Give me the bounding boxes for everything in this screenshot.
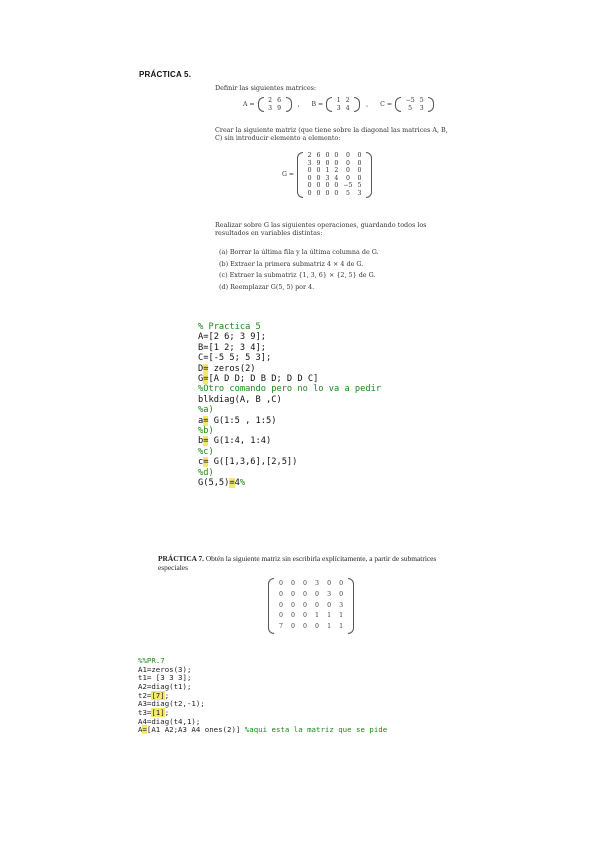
matrix-cell: 0: [316, 189, 321, 197]
matrix-cell: 5: [408, 104, 413, 112]
code-comment: % Practica 5: [198, 322, 261, 332]
op-item: (d) Reemplazar G(5, 5) por 4.: [219, 282, 315, 291]
matrix-cell: 7: [279, 623, 284, 631]
separator: ,: [297, 100, 300, 109]
matrix-cell: 3: [357, 189, 362, 197]
matrix-practica7-table: [274, 578, 348, 634]
matrix-cell: 1: [325, 167, 330, 175]
code-line: t3=[1];: [138, 707, 170, 717]
practica7-title-text: Obtén la siguiente matriz sin escribirla explícitamente, a partir de submatrices especiales: [158, 554, 437, 572]
highlighted-token: [7]: [151, 690, 165, 700]
code-comment: %c): [198, 446, 214, 457]
matrix-cell: 0: [339, 590, 344, 598]
code-line: [198, 426, 381, 436]
matrix-cell: 0: [327, 601, 332, 609]
practica5-intro: Definir las siguientes matrices:: [215, 84, 317, 92]
matrix-cell: 0: [316, 167, 321, 175]
matrix-cell: 1: [327, 623, 332, 631]
matrix-cell: 0: [291, 612, 296, 620]
matrix-cell: 0: [357, 167, 362, 175]
matrix-row: [266, 105, 284, 113]
matrix-cell: 1: [315, 612, 320, 620]
matrix-row: [334, 105, 352, 113]
matrix-cell: 3: [307, 159, 312, 167]
code-block-practica7: [138, 657, 387, 735]
code-line: [198, 322, 381, 332]
code-line: G=[A D D; D B D; D D C]: [198, 374, 319, 385]
matrix-cell: 0: [345, 152, 350, 159]
matrix-cell: 0: [291, 601, 296, 609]
matrix-cell: 0: [334, 182, 339, 190]
code-line: A=[A1 A2;A3 A4 ones(2)] %aqui esta la matriz que se pide: [138, 725, 388, 735]
matrix-cell: 3: [339, 601, 344, 609]
matrix-row: [305, 190, 364, 198]
matrix-cell: 1: [339, 612, 344, 620]
matrix-cell: 0: [334, 189, 339, 197]
matrix-row: [276, 623, 346, 632]
matrix-c-table: [403, 97, 426, 112]
matrix-a-name: A =: [243, 101, 255, 109]
op-item: (b) Extraer la primera submatriz 4 × 4 de G.: [219, 259, 364, 268]
separator: ,: [366, 100, 369, 109]
practica5-create-text: Crear la siguiente matriz (que tiene sobre la diagonal las matrices A, B, C) sin introducir elemento a elemento:: [215, 126, 448, 143]
matrix-cell: 1: [327, 612, 332, 620]
practica5-title: PRÁCTICA 5.: [139, 70, 192, 79]
code-comment: %Otro comando pero no lo va a pedir: [198, 384, 382, 395]
matrix-cell: 0: [345, 159, 350, 167]
matrix-cell: 0: [315, 623, 320, 631]
matrix-cell: −5: [343, 182, 353, 190]
matrix-cell: 0: [303, 590, 308, 598]
matrix-b: [312, 97, 361, 112]
matrix-row: [276, 580, 346, 589]
code-line: [198, 447, 381, 457]
matrix-cell: 3: [419, 104, 424, 112]
matrix-row: [276, 612, 346, 621]
matrix-cell: 3: [268, 104, 273, 112]
matrix-c-name: C =: [380, 101, 393, 109]
code-comment: %d): [198, 467, 214, 478]
matrix-cell: 0: [307, 167, 312, 175]
matrix-g: [282, 152, 372, 198]
matrix-cell: 4: [334, 174, 339, 182]
matrix-cell: 0: [303, 623, 308, 631]
matrix-cell: 0: [334, 152, 339, 159]
matrix-cell: 0: [291, 590, 296, 598]
code-line: [198, 405, 381, 415]
matrices-abc: [243, 97, 434, 112]
matrix-cell: 0: [339, 580, 344, 587]
matrix-cell: 0: [307, 174, 312, 182]
matrix-cell: 0: [345, 167, 350, 175]
matrix-practica7: [268, 578, 354, 634]
matrix-cell: 0: [327, 580, 332, 587]
code-line: A=[2 6; 3 9];: [198, 332, 266, 343]
code-comment: %b): [198, 426, 214, 437]
matrix-a-table: [266, 97, 284, 112]
matrix-cell: 0: [307, 182, 312, 190]
matrix-cell: 3: [325, 174, 330, 182]
matrix-cell: 9: [277, 104, 281, 112]
matrix-g-name: G =: [282, 171, 295, 179]
matrix-cell: 0: [325, 182, 330, 190]
highlighted-token: =: [203, 363, 209, 374]
matrix-cell: 9: [316, 159, 321, 167]
matrix-cell: 0: [357, 159, 362, 167]
matrix-cell: 6: [277, 97, 281, 104]
matrix-a: [243, 97, 292, 112]
code-line: t2=[7];: [138, 690, 170, 700]
matrix-row: [266, 97, 284, 105]
matrix-cell: 6: [316, 152, 321, 159]
matrix-row: [403, 105, 426, 113]
op-item: (a) Borrar la última fila y la última columna de G.: [219, 248, 379, 256]
code-line: a= G(1:5 , 1:5): [198, 415, 277, 426]
matrix-cell: 0: [279, 590, 284, 598]
matrix-cell: 0: [279, 601, 284, 609]
highlighted-token: =: [203, 374, 209, 385]
matrix-cell: 2: [307, 152, 312, 159]
matrix-b-table: [334, 97, 352, 112]
matrix-cell: 0: [357, 152, 362, 159]
highlighted-token: =: [142, 725, 147, 735]
practica5-ops-text: Realizar sobre G las siguientes operaciones, guardando todos los resultados en variables distintas:: [215, 221, 427, 238]
matrix-cell: 0: [357, 174, 362, 182]
matrix-cell: 2: [334, 167, 339, 175]
code-line: A1=zeros(3);: [138, 664, 192, 674]
matrix-c: [380, 97, 434, 112]
matrix-b-name: B =: [311, 101, 324, 109]
op-item: (c) Extraer la submatriz {1, 3, 6} × {2, 5} de G.: [219, 271, 376, 279]
matrix-cell: 0: [303, 612, 308, 620]
matrix-cell: 0: [291, 580, 296, 587]
matrix-cell: 5: [345, 189, 350, 197]
code-line: A3=diag(t2,-1);: [138, 699, 205, 709]
code-line: b= G(1:4, 1:4): [198, 436, 272, 447]
matrix-cell: 2: [345, 97, 350, 104]
code-line: D= zeros(2): [198, 363, 256, 374]
matrix-row: [305, 167, 364, 175]
matrix-cell: 1: [339, 623, 344, 631]
matrix-cell: 0: [303, 601, 308, 609]
matrix-cell: 0: [325, 152, 330, 159]
matrix-cell: 4: [345, 104, 350, 112]
matrix-row: [305, 152, 364, 160]
matrix-row: [403, 97, 426, 105]
matrix-row: [276, 602, 346, 611]
matrix-cell: −5: [405, 97, 415, 104]
matrix-cell: 0: [291, 623, 296, 631]
matrix-cell: 0: [316, 174, 321, 182]
matrix-row: [334, 97, 352, 105]
matrix-cell: 0: [315, 590, 320, 598]
practica7-title: [158, 555, 458, 572]
code-comment: %aqui esta la matriz que se pide: [244, 725, 388, 735]
matrix-cell: 5: [419, 97, 424, 104]
code-line: A4=diag(t4,1);: [138, 716, 201, 726]
code-line: A2=diag(t1);: [138, 681, 192, 691]
code-comment: %: [239, 478, 246, 489]
code-block-practica5: [198, 322, 381, 489]
matrix-cell: 5: [357, 182, 362, 190]
matrix-cell: 0: [279, 612, 284, 620]
code-comment: %a): [198, 405, 214, 416]
matrix-cell: 0: [316, 182, 321, 190]
code-line: B=[1 2; 3 4];: [198, 342, 266, 353]
code-line: C=[-5 5; 5 3];: [198, 353, 272, 364]
matrix-cell: 0: [279, 580, 284, 587]
highlighted-token: [1]: [151, 707, 165, 717]
matrix-cell: 2: [268, 97, 273, 104]
matrix-cell: 0: [303, 580, 308, 587]
matrix-row: [305, 160, 364, 168]
code-comment: %%PR.7: [138, 656, 165, 665]
highlighted-token: =: [229, 478, 235, 489]
matrix-g-table: [305, 152, 364, 198]
matrix-cell: 1: [336, 97, 341, 104]
matrix-cell: 0: [325, 189, 330, 197]
highlighted-token: =: [203, 436, 209, 447]
matrix-cell: 3: [336, 104, 341, 112]
matrix-row: [305, 175, 364, 183]
code-line: G(5,5)=4%: [198, 478, 246, 489]
matrix-cell: 0: [345, 174, 350, 182]
highlighted-token: =: [203, 415, 209, 426]
matrix-cell: 0: [307, 189, 312, 197]
matrix-cell: 3: [315, 580, 320, 587]
code-line: blkdiag(A, B ,C): [198, 394, 282, 405]
matrix-row: [276, 591, 346, 600]
practica5-ops-list: [219, 247, 379, 293]
code-line: [198, 384, 381, 394]
code-line: t1= [3 3 3];: [138, 673, 192, 683]
matrix-cell: 0: [325, 159, 330, 167]
matrix-cell: 0: [334, 159, 339, 167]
code-line: [198, 468, 381, 478]
matrix-row: [305, 182, 364, 190]
practica7-title-bold: PRÁCTICA 7.: [158, 554, 204, 563]
matrix-cell: 3: [327, 590, 332, 598]
highlighted-token: =: [203, 457, 209, 468]
matrix-cell: 0: [315, 601, 320, 609]
code-line: c= G([1,3,6],[2,5]): [198, 457, 298, 468]
